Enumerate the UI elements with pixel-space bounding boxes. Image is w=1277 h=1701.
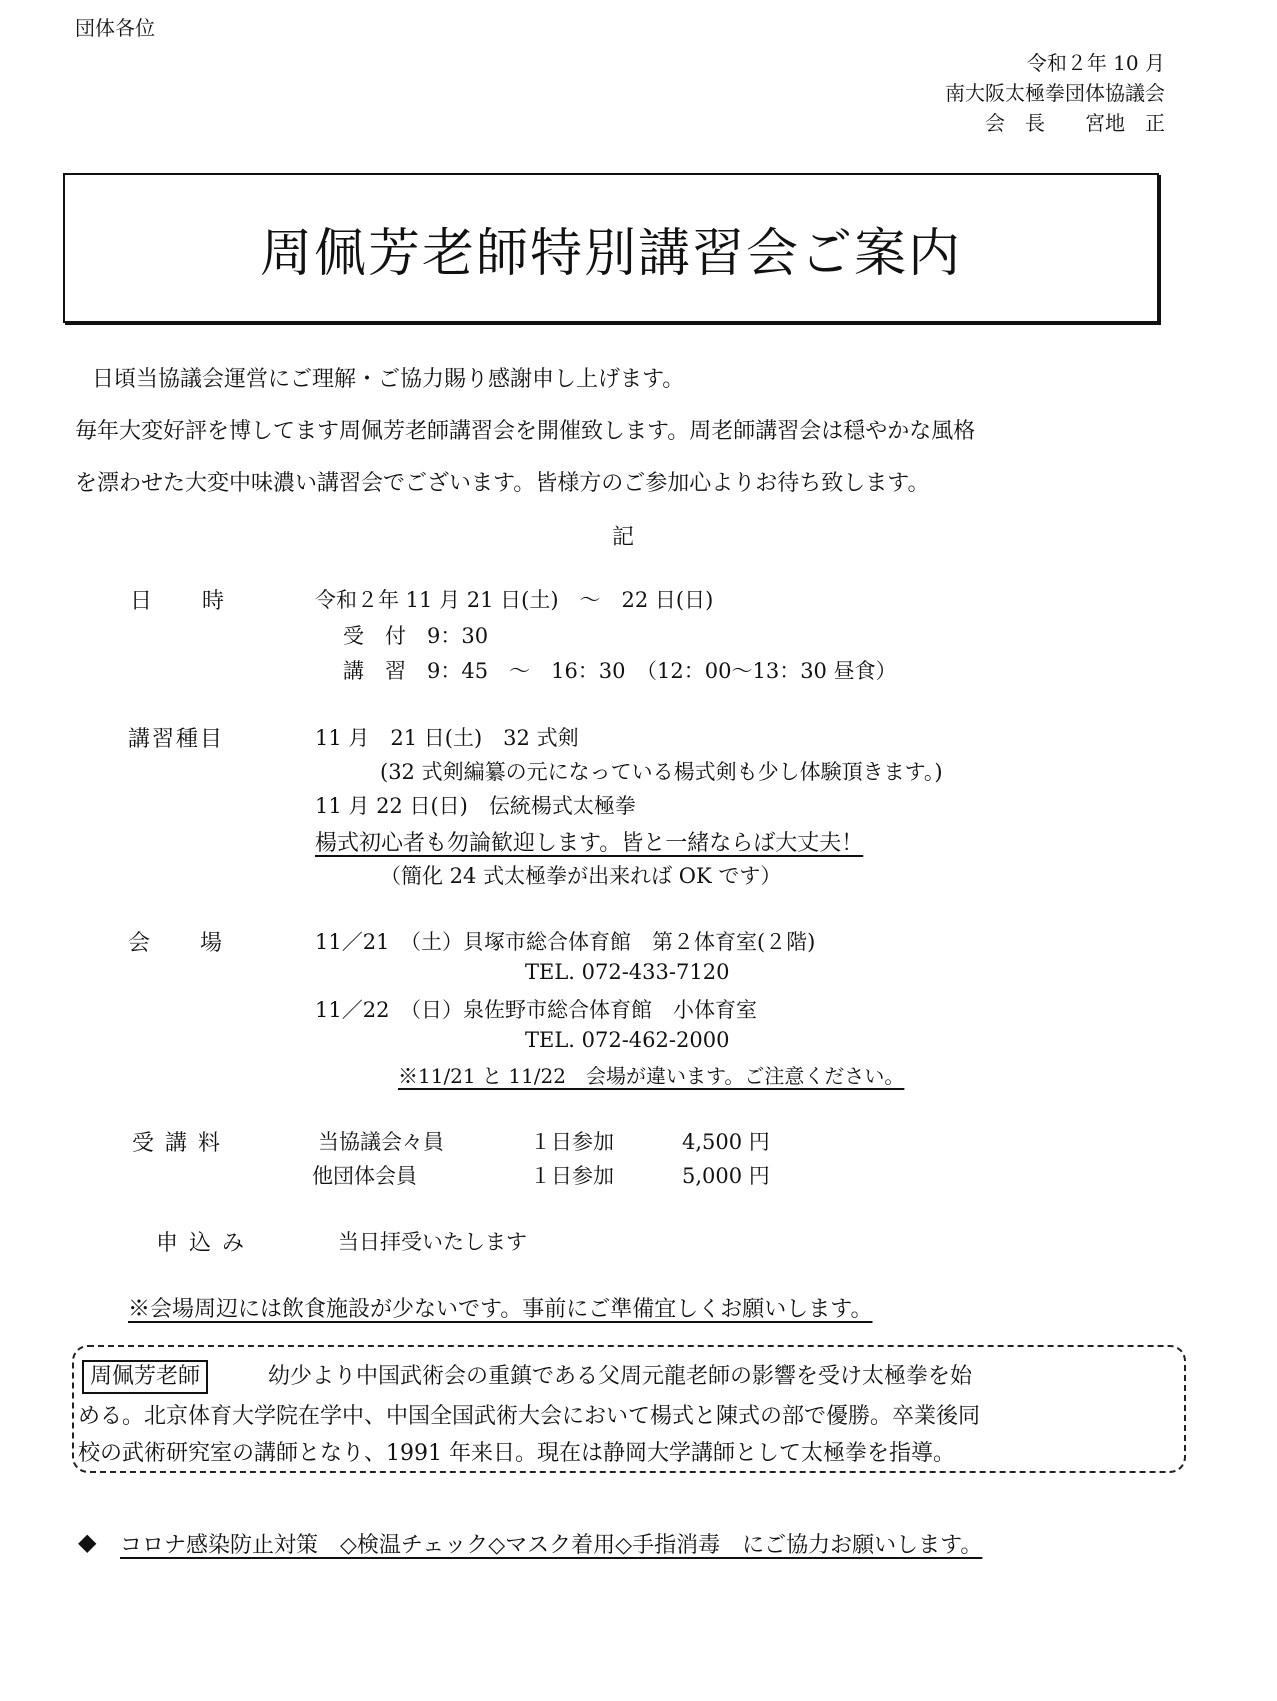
intro-line-1: 日頃当協議会運営にご理解・ご協力賜り感謝申し上げます。 — [92, 367, 685, 392]
fee-other-days: １日参加 — [530, 1164, 614, 1188]
apply-label: 申 込 み — [156, 1231, 246, 1256]
fee-other-price: 5,000 円 — [682, 1164, 770, 1188]
ki-heading: 記 — [612, 525, 635, 550]
profile-line-2: める。北京体育大学院在学中、中国全国武術大会において楊式と陳式の部で優勝。卒業後同 — [78, 1404, 981, 1429]
fee-member-price: 4,500 円 — [682, 1130, 770, 1154]
addressee: 団体各位 — [75, 16, 155, 40]
venue-2-tel: TEL. 072-462-2000 — [525, 1028, 730, 1052]
intro-line-2: 毎年大変好評を博してます周佩芳老師講習会を開催致します。周老師講習会は穏やかな風格 — [75, 419, 976, 444]
fee-label: 受 講 料 — [132, 1131, 222, 1156]
items-day1: 11 月 21 日(土) 32 式剣 — [315, 726, 579, 750]
intro-line-3: を漂わせた大変中味濃い講習会でございます。皆様方のご参加心よりお待ち致します。 — [75, 471, 930, 496]
items-day2: 11 月 22 日(日) 伝統楊式太極拳 — [315, 794, 636, 818]
items-day1-note: (32 式剣編纂の元になっている楊式剣も少し体験頂きます。) — [380, 760, 943, 784]
profile-line-1 — [82, 1357, 972, 1397]
profile-name: 周佩芳老師 — [82, 1360, 208, 1394]
president-name: 会 長 宮地 正 — [985, 111, 1165, 135]
venue-1: 11／21 （土）貝塚市総合体育館 第２体育室(２階) — [315, 930, 816, 954]
items-label: 講習種目 — [128, 727, 225, 752]
datetime-reception: 受 付 9：30 — [343, 624, 489, 648]
venue-1-tel: TEL. 072-433-7120 — [525, 960, 730, 984]
profile-text-1: 幼少より中国武術会の重鎮である父周元龍老師の影響を受け太極拳を始 — [268, 1364, 973, 1389]
covid-note: コロナ感染防止対策 ◇検温チェック◇マスク着用◇手指消毒 にご協力お願いします。 — [120, 1533, 983, 1558]
profile-line-3: 校の武術研究室の講師となり、1991 年来日。現在は静岡大学講師として太極拳を指導。 — [78, 1441, 955, 1466]
venue-label: 会 場 — [128, 931, 225, 956]
fee-member-days: １日参加 — [530, 1130, 614, 1154]
issue-date: 令和２年 10 月 — [1026, 51, 1165, 75]
fee-member-type: 当協議会々員 — [318, 1130, 444, 1154]
header-block — [945, 48, 1165, 138]
datetime-date: 令和２年 11 月 21 日(土) ～ 22 日(日) — [315, 588, 714, 612]
apply-value: 当日拝受いたします — [338, 1230, 527, 1254]
fee-other-type: 他団体会員 — [312, 1164, 417, 1188]
items-day2-note: （簡化 24 式太極拳が出来れば OK です） — [380, 864, 782, 888]
venue-note: ※11/21 と 11/22 会場が違います。ご注意ください。 — [398, 1064, 905, 1088]
items-day2-welcome: 楊式初心者も勿論歓迎します。皆と一緒ならば大丈夫！ — [315, 831, 864, 856]
datetime-label: 日 時 — [130, 589, 227, 614]
venue-2: 11／22 （日）泉佐野市総合体育館 小体育室 — [315, 998, 757, 1022]
food-note: ※会場周辺には飲食施設が少ないです。事前にご準備宜しくお願いします。 — [128, 1297, 873, 1322]
datetime-lecture: 講 習 9：45 ～ 16：30 （12：00～13：30 昼食） — [343, 659, 897, 683]
organization-name: 南大阪太極拳団体協議会 — [945, 81, 1165, 105]
bullet-diamond-icon: ◆ — [78, 1528, 97, 1556]
page-title: 周佩芳老師特別講習会ご案内 — [63, 173, 1159, 323]
